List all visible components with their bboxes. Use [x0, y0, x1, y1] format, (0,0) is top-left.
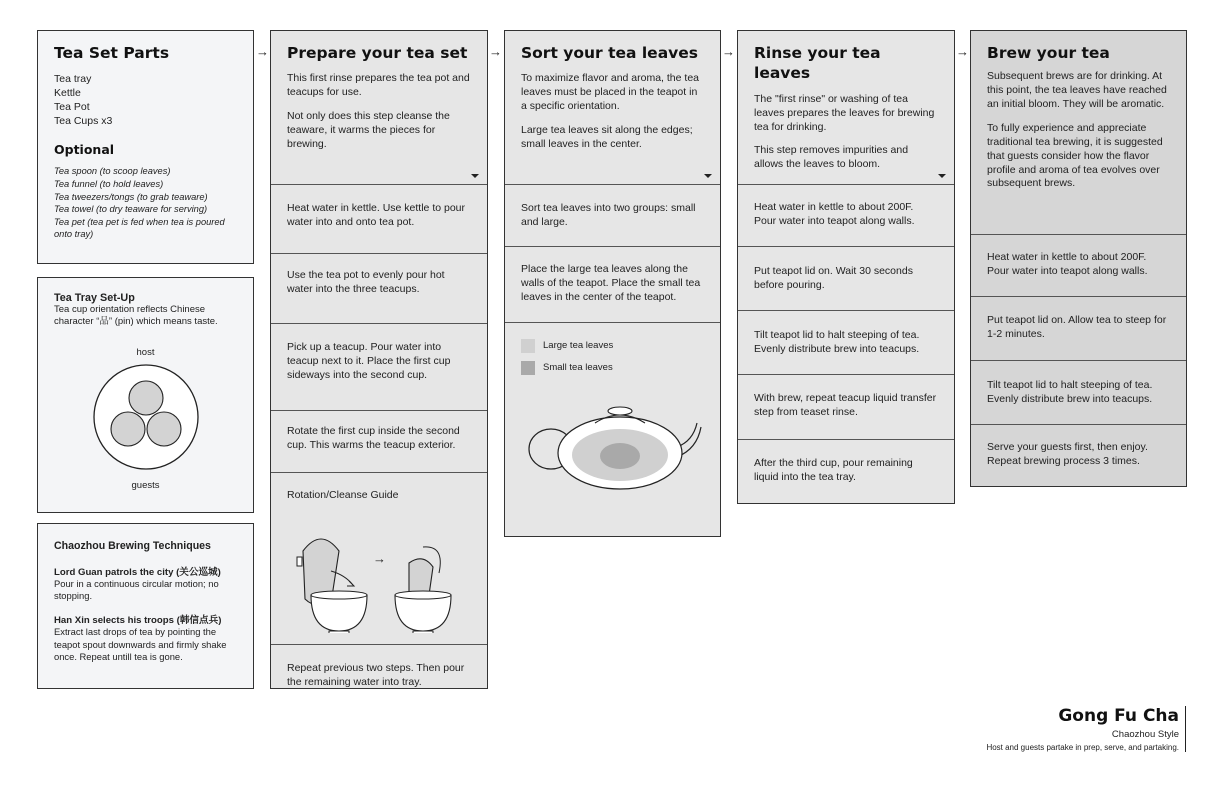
second-bowl	[395, 595, 451, 631]
step-text: Sort tea leaves into two groups: small and large.	[521, 202, 696, 228]
step-text: Heat water in kettle. Use kettle to pour water into and onto tea pot.	[287, 202, 466, 228]
rotation-guide-illustration	[281, 523, 481, 633]
teapot-lid	[608, 407, 632, 415]
rinse-intro	[738, 31, 954, 185]
second-bowl-base	[413, 631, 433, 633]
sort-step	[505, 185, 720, 247]
rinse-panel	[737, 30, 955, 504]
tea-tray-desc: Tea cup orientation reflects Chinese character “品” (pin) which means taste.	[54, 304, 218, 328]
step-text: Put teapot lid on. Allow tea to steep for 1-2 minutes.	[987, 314, 1167, 340]
optional-title: Optional	[54, 142, 115, 158]
guests-label: guests	[131, 480, 160, 491]
prepare-step	[271, 324, 487, 411]
bowl-rim	[311, 591, 367, 599]
optional-item: Tea spoon (to scoop leaves)	[54, 166, 171, 177]
rinse-intro-1: The "first rinse" or washing of tea leaves prepares the leaves for brewing tea for drinking.	[754, 92, 935, 133]
bowl-base	[329, 631, 349, 633]
step-text: Serve your guests first, then enjoy. Repeat brewing process 3 times.	[987, 441, 1148, 467]
part-item: Tea tray	[54, 73, 92, 85]
sort-intro	[505, 31, 720, 185]
step-text: Tilt teapot lid to halt steeping of tea. Evenly distribute brew into teacups.	[754, 329, 920, 355]
brew-step	[971, 425, 1186, 486]
prepare-panel	[270, 30, 488, 689]
legend-large	[521, 339, 704, 353]
part-item: Kettle	[54, 87, 81, 100]
technique-2-title: Han Xin selects his troops (韩信点兵)	[54, 615, 222, 627]
step-text: Place the large tea leaves along the walls of the teapot. Place the small tea leaves in the center of the teapot.	[521, 263, 701, 303]
optional-list	[54, 165, 237, 241]
brew-step	[971, 297, 1186, 361]
legend-label: Large tea leaves	[543, 339, 614, 351]
step-text: With brew, repeat teacup liquid transfer step from teaset rinse.	[754, 392, 937, 418]
flow-arrow: →	[256, 44, 269, 59]
brew-step	[971, 361, 1186, 425]
tea-tray-diagram	[91, 362, 201, 472]
brew-intro-1: Subsequent brews are for drinking. At this point, the tea leaves have reached an initial bloom. They will be aromatic.	[987, 70, 1167, 111]
sort-step	[505, 247, 720, 323]
brew-panel	[970, 30, 1187, 487]
receiving-bowl	[311, 595, 367, 631]
technique-1-desc: Pour in a continuous circular motion; no stopping.	[54, 578, 219, 602]
brew-step	[971, 235, 1186, 297]
leaf-legend-section	[505, 323, 720, 536]
rinse-intro-2: This step removes impurities and allows the leaves to bloom.	[754, 144, 909, 171]
parts-list	[54, 72, 237, 128]
small-leaves-swatch	[521, 361, 535, 375]
techniques-title: Chaozhou Brewing Techniques	[54, 540, 211, 552]
rinse-step	[738, 375, 954, 440]
prepare-step	[271, 185, 487, 254]
prepare-title: Prepare your tea set	[287, 44, 468, 62]
step-text: Rotate the first cup inside the second cup. This warms the teacup exterior.	[287, 425, 460, 451]
large-leaves-swatch	[521, 339, 535, 353]
footer-subtitle: Chaozhou Style	[1111, 729, 1179, 740]
prepare-step	[271, 254, 487, 324]
prepare-step	[271, 411, 487, 473]
rinse-step	[738, 440, 954, 503]
sort-intro-1: To maximize flavor and aroma, the tea leaves must be placed in the teapot in a specific orientation.	[521, 72, 699, 113]
legend-label: Small tea leaves	[543, 361, 613, 373]
footer-tagline: Host and guests partake in prep, serve, and partaking.	[986, 743, 1179, 752]
footer-title: Gong Fu Cha	[1058, 706, 1179, 726]
guest-cup-left	[111, 412, 145, 446]
optional-item: Tea funnel (to hold leaves)	[54, 178, 164, 189]
tea-tray-title: Tea Tray Set-Up	[54, 292, 135, 304]
rinse-step	[738, 247, 954, 311]
optional-item: Tea tweezers/tongs (to grab teaware)	[54, 191, 208, 202]
optional-item: Tea pet (tea pet is fed when tea is poured onto tray)	[54, 216, 225, 240]
part-item: Tea Cups x3	[54, 115, 113, 128]
sort-intro-2: Large tea leaves sit along the edges; small leaves in the center.	[521, 124, 693, 150]
step-text: Use the tea pot to evenly pour hot water into the three teacups.	[287, 269, 445, 295]
step-text: After the third cup, pour remaining liquid into the tea tray.	[754, 457, 913, 483]
flow-arrow: →	[956, 44, 969, 59]
sort-title: Sort your tea leaves	[521, 44, 698, 62]
guest-cup-right	[147, 412, 181, 446]
rinse-step	[738, 311, 954, 375]
rinse-title: Rinse your tea leaves	[754, 44, 881, 83]
small-leaves-area	[600, 443, 640, 469]
step-text: Pick up a teacup. Pour water into teacup next to it. Place the first cup sideways into the second cup.	[287, 341, 451, 381]
collapse-caret-icon[interactable]	[471, 174, 479, 178]
host-cup	[129, 381, 163, 415]
brewing-techniques-panel	[37, 523, 254, 689]
teapot-leaves-diagram	[525, 401, 705, 496]
flow-arrow: →	[489, 44, 502, 59]
prepare-intro-2: Not only does this step cleanse the teaware, it warms the pieces for brewing.	[287, 110, 450, 150]
technique-2-desc: Extract last drops of tea by pointing the teapot spout downwards and firmly shake once. Repeat untill tea is gone.	[54, 626, 227, 662]
prepare-intro-1: This first rinse prepares the tea pot and teacups for use.	[287, 72, 470, 99]
prepare-intro	[271, 31, 487, 185]
tea-set-parts-panel	[37, 30, 254, 264]
brew-intro-2: To fully experience and appreciate traditional tea brewing, it is suggested that guests consider how the flavor profile and aroma of tea evolves over subsequent brews.	[987, 122, 1163, 190]
rinse-step	[738, 185, 954, 247]
part-item: Tea Pot	[54, 101, 90, 114]
step-text: Put teapot lid on. Wait 30 seconds before pouring.	[754, 265, 913, 291]
sort-panel	[504, 30, 721, 537]
second-bowl-rim	[395, 591, 451, 599]
rotation-guide-title: Rotation/Cleanse Guide	[287, 489, 399, 501]
brew-intro	[971, 31, 1186, 235]
legend-small	[521, 361, 704, 375]
host-label: host	[136, 347, 155, 358]
step-text: Repeat previous two steps. Then pour the remaining water into tray.	[287, 662, 465, 688]
footer-block	[986, 706, 1186, 752]
optional-item: Tea towel (to dry teaware for serving)	[54, 204, 208, 215]
rotation-guide	[271, 473, 487, 645]
step-text: Tilt teapot lid to halt steeping of tea. Evenly distribute brew into teacups.	[987, 379, 1153, 405]
step-text: Heat water in kettle to about 200F. Pour water into teapot along walls.	[987, 251, 1148, 277]
cup-rim	[297, 557, 302, 566]
collapse-caret-icon[interactable]	[938, 174, 946, 178]
flow-arrow: →	[722, 44, 735, 59]
brew-title: Brew your tea	[987, 44, 1110, 62]
prepare-step	[271, 645, 487, 690]
tea-set-parts-title: Tea Set Parts	[54, 44, 170, 62]
guide-arrow: →	[373, 551, 386, 566]
collapse-caret-icon[interactable]	[704, 174, 712, 178]
technique-1-title: Lord Guan patrols the city (关公巡城)	[54, 567, 221, 578]
step-text: Heat water in kettle to about 200F. Pour water into teapot along walls.	[754, 201, 915, 227]
tea-tray-setup-panel	[37, 277, 254, 513]
